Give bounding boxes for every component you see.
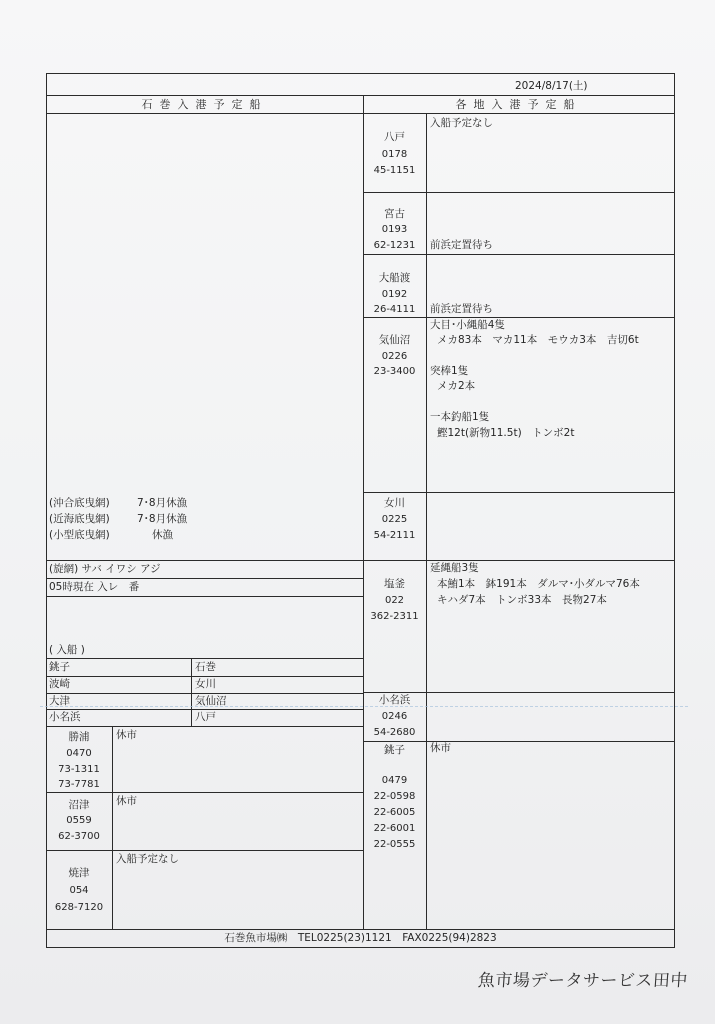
footer-contact: 石巻魚市場㈱ TEL0225(23)1121 FAX0225(94)2823 xyxy=(224,932,497,944)
scan-guide-line xyxy=(40,706,688,708)
frame-right xyxy=(674,73,675,948)
arrivals-label: ( 入船 ) xyxy=(49,644,85,656)
handwritten-signature: 魚市場データサービス田中 xyxy=(477,971,689,991)
as-of-line: 05時現在 入レ 番 xyxy=(49,581,140,593)
frame-top xyxy=(46,73,675,74)
paper-sheet: 2024/8/17(土) 石巻入港予定船 各地入港予定船 八戸 0178 45-1151 入船予定なし 宮古 0193 62-1231 前浜定置待ち 大船渡 0192 26-4111 前浜定置待ち 気仙沼 0226 23-3400 大目･小縄船4隻 メカ83本 マカ11本 モウカ3本 吉切6t 突棒1隻 メカ2本 一本釣船1隻 鰹12t(新物11.5t) トンボ2t 女川 0225 54-2111 塩釜 022 362-2311 延縄船3隻 本鮪1本 鉢191本 ダルマ･小ダルマ76本 キハダ7本 トンボ33本 長物27本 小名浜 0246 54-2680 銚子 0479 22-0598 22-6005 22-6001 22-0555 休市 (沖合底曳網) 7･8月休漁 (近海底曳網) 7･8月休漁 (小型底曳網) 休漁 (旋網) サバ イワシ アジ 05時現在 入レ 番 ( 入船 ) 銚子 石巻 波崎 女川 大津 気仙沼 小名浜 八戸 勝浦 0470 73-1311 73-7781 休市 沼津 0559 62-3700 休市 焼津 054 628-7120 入船予定なし 石巻魚市場㈱ TEL0225(23)1121 FAX0225(94)2823 魚市場データサービス田中 xyxy=(0,0,715,1024)
frame-bottom xyxy=(46,947,675,948)
purse-seine-line: (旋網) サバ イワシ アジ xyxy=(49,563,161,575)
right-section-header: 各地入港予定船 xyxy=(455,98,582,111)
left-section-header: 石巻入港予定船 xyxy=(141,98,268,111)
date: 2024/8/17(土) xyxy=(515,80,588,92)
